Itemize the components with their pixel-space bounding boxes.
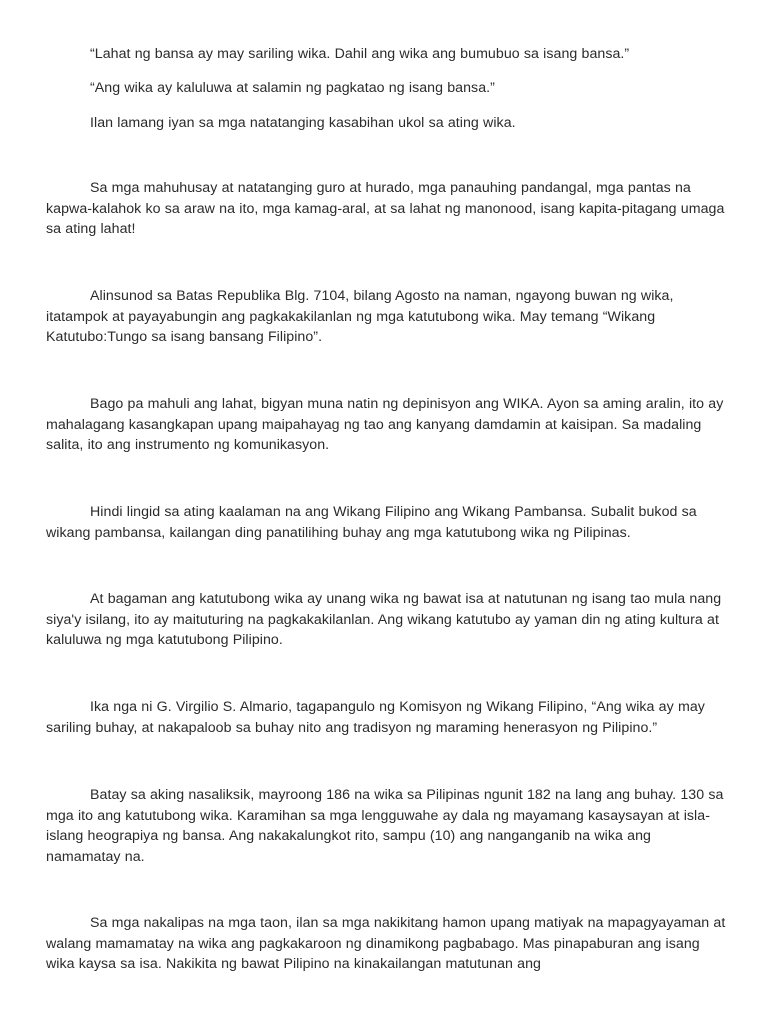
national-language-paragraph: Hindi lingid sa ating kaalaman na ang Wikang Filipino ang Wikang Pambansa. Subalit bukod sa wikang pambansa, kailangan ding panatilihing buhay ang mga katutubong wika ng Pilipinas. bbox=[46, 504, 697, 541]
intro-paragraph: Ilan lamang iyan sa mga natatanging kasabihan ukol sa ating wika. bbox=[90, 115, 516, 131]
almario-quote-paragraph: Ika nga ni G. Virgilio S. Almario, tagapangulo ng Komisyon ng Wikang Filipino, “Ang wika ay may sariling buhay, at nakapaloob sa buhay nito ang tradisyon ng maraming henerasyon ng Pilipino.” bbox=[46, 699, 705, 736]
quote-paragraph-1: “Lahat ng bansa ay may sariling wika. Dahil ang wika ang bumubuo sa isang bansa.” bbox=[90, 46, 630, 62]
law-paragraph: Alinsunod sa Batas Republika Blg. 7104, bilang Agosto na naman, ngayong buwan ng wika, itatampok at payayabungin ang pagkakakilanlan ng mga katutubong wika. May temang “Wikang Katutubo:Tungo sa isang bansang Filipino”. bbox=[46, 288, 674, 345]
greeting-paragraph: Sa mga mahuhusay at natatanging guro at hurado, mga panauhing pandangal, mga pantas na kapwa-kalahok ko sa araw na ito, mga kamag-aral, at sa lahat ng manonood, isang kapita-pitagang umaga sa ating lahat! bbox=[46, 180, 725, 237]
native-language-paragraph: At bagaman ang katutubong wika ay unang wika ng bawat isa at natutunan ng isang tao mula nang siya'y isilang, ito ay maituturing na pagkakakilanlan. Ang wikang katutubo ay yaman din ng ating kultura at kaluluwa ng mga katutubong Pilipino. bbox=[46, 591, 722, 648]
quote-paragraph-2: “Ang wika ay kaluluwa at salamin ng pagkatao ng isang bansa.” bbox=[90, 80, 495, 96]
challenges-paragraph: Sa mga nakalipas na mga taon, ilan sa mga nakikitang hamon upang matiyak na mapagyayaman at walang mamamatay na wika ang pagkakaroon ng dinamikong pagbabago. Mas pinapaburan ang isang wika kaysa sa isa. Nakikita ng bawat Pilipino na kinakailangan matutunan ang bbox=[46, 915, 726, 972]
research-paragraph: Batay sa aking nasaliksik, mayroong 186 na wika sa Pilipinas ngunit 182 na lang ang buhay. 130 sa mga ito ang katutubong wika. Karamihan sa mga lengguwahe ay dala ng mayamang kasaysayan at isla-islang heograpiya ng bansa. Ang nakakalungkot rito, sampu (10) ang nanganganib na wika ang namamatay na. bbox=[46, 787, 724, 865]
definition-paragraph: Bago pa mahuli ang lahat, bigyan muna natin ng depinisyon ang WIKA. Ayon sa aming aralin, ito ay mahalagang kasangkapan upang maipahayag ng tao ang kanyang damdamin at kaisipan. Sa madaling salita, ito ang instrumento ng komunikasyon. bbox=[46, 396, 724, 453]
